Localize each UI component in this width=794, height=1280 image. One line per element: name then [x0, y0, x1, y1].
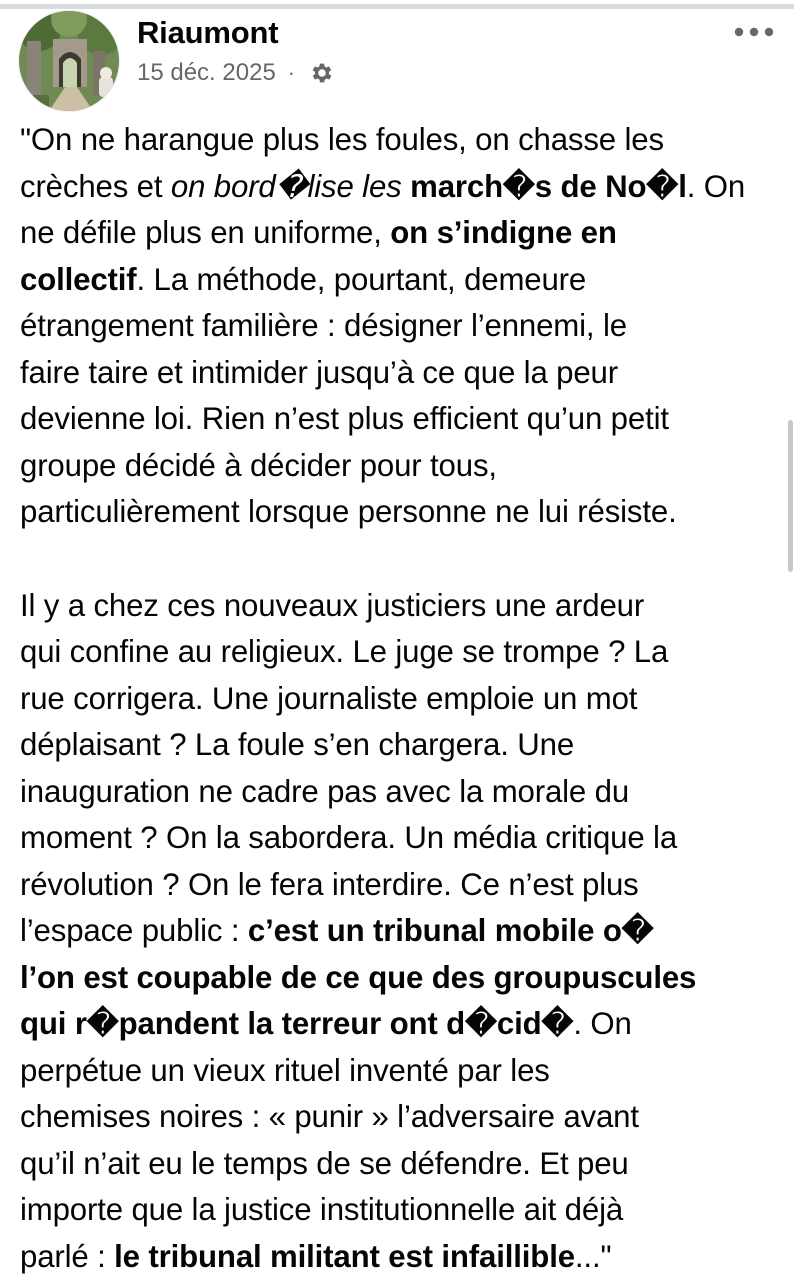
post-header	[0, 9, 794, 117]
meta-separator: ·	[287, 60, 296, 85]
ellipsis-icon	[733, 26, 775, 38]
text-line: déplaisant ? La foule s’en chargera. Une	[20, 727, 575, 762]
text-line: qui r�pandent la terreur ont d�cid�. On	[20, 1006, 632, 1041]
text-line: ne défile plus en uniforme, on s’indigne en	[20, 215, 617, 250]
text-line: chemises noires : « punir » l’adversaire avant	[20, 1099, 639, 1134]
text-line: Il y a chez ces nouveaux justiciers une ardeur	[20, 587, 645, 623]
text-line: qu’il n’ait eu le temps de se défendre. Et peu	[20, 1145, 629, 1181]
text-line: l’espace public : c’est un tribunal mobile o�	[20, 913, 654, 948]
text-line: étrangement familière : désigner l’ennemi, le	[20, 308, 627, 343]
author-name[interactable]: Riaumont	[137, 15, 279, 50]
text-line: rue corrigera. Une journaliste emploie un mot	[20, 680, 638, 716]
text-line: perpétue un vieux rituel inventé par les	[20, 1052, 550, 1088]
text-line: parlé : le tribunal militant est infaillible..."	[20, 1238, 612, 1274]
gear-icon[interactable]	[309, 60, 335, 86]
text-line: moment ? On la sabordera. Un média critique la	[20, 820, 678, 855]
post-text	[20, 117, 782, 1280]
text-line: particulièrement lorsque personne ne lui résiste.	[20, 494, 677, 529]
text-line: faire taire et intimider jusqu’à ce que la peur	[20, 354, 618, 390]
text-line: révolution ? On le fera interdire. Ce n’est plus	[20, 866, 639, 902]
text-line: qui confine au religieux. Le juge se trompe ? La	[20, 634, 669, 669]
text-line: groupe décidé à décider pour tous,	[20, 447, 497, 483]
text-line: inauguration ne cadre pas avec la morale du	[20, 773, 630, 809]
text-line: collectif. La méthode, pourtant, demeure	[20, 261, 587, 297]
avatar[interactable]	[19, 11, 119, 111]
avatar-photo-icon	[19, 11, 119, 111]
scrollbar[interactable]	[788, 420, 793, 572]
post-meta	[137, 57, 335, 89]
paragraph-gap	[20, 536, 782, 583]
text-line: importe que la justice institutionnelle ait déjà	[20, 1192, 624, 1227]
text-line: devienne loi. Rien n’est plus efficient qu’un petit	[20, 401, 669, 436]
text-line: "On ne harangue plus les foules, on chasse les	[20, 122, 664, 157]
more-options-button[interactable]	[726, 17, 782, 47]
post-date[interactable]: 15 déc. 2025	[137, 59, 276, 86]
text-line: l’on est coupable de ce que des groupuscules	[20, 959, 697, 995]
text-line: crèches et on bord�lise les march�s de No�l. On	[20, 168, 746, 204]
